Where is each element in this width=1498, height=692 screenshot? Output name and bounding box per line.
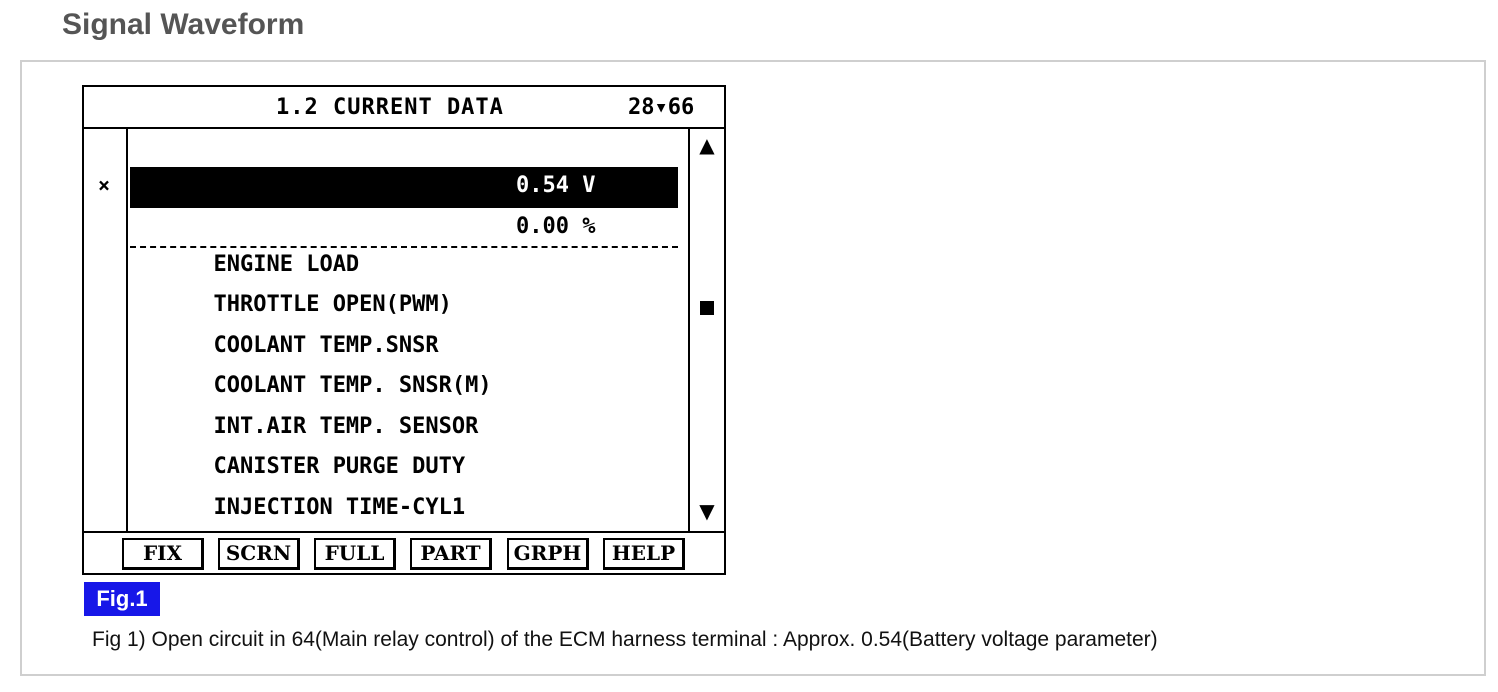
list-item-coolant-temp-snsr-m[interactable] [130,329,678,398]
softkey-bar [84,531,724,573]
item-value: 0.54 V [516,173,596,198]
help-button[interactable]: HELP [603,538,685,570]
list-item-throttle-open[interactable] [130,248,678,317]
scroll-up-arrow-icon[interactable]: ▲ [699,133,715,157]
fix-button[interactable]: FIX [122,538,204,570]
data-list [130,167,678,520]
scroll-thumb[interactable] [700,301,714,315]
item-label: ENGINE LOAD [213,251,360,277]
item-label: COOLANT TEMP. SNSR(M) [213,373,492,398]
screen-title: 1.2 CURRENT DATA [276,95,504,120]
item-label: COOLANT TEMP.SNSR [213,332,439,358]
item-label: CANISTER PURGE DUTY [213,454,466,479]
item-label: THROTTLE OPEN(PWM) [213,292,452,317]
list-item-injection-time-cyl1[interactable] [130,451,678,520]
list-item-canister-purge-duty[interactable] [130,410,678,479]
figure-label: Fig.1 [84,582,160,616]
part-button[interactable]: PART [410,538,492,570]
item-label: INJECTION TIME-CYL1 [213,494,466,520]
full-button[interactable]: FULL [314,538,396,570]
item-label: BATTERY VOLTAGE [213,211,413,236]
scrollbar[interactable] [688,129,724,531]
list-item-int-air-temp-sensor[interactable] [130,370,678,439]
scrn-button[interactable]: SCRN [218,538,300,570]
fix-marker-icon: × [98,173,111,197]
section-title: Signal Waveform [62,8,305,41]
scan-tool-screen [82,85,726,575]
item-label: INT.AIR TEMP. SENSOR [213,413,479,439]
scroll-down-arrow-icon[interactable]: ▼ [699,499,715,523]
figure-caption: Fig 1) Open circuit in 64(Main relay control) of the ECM harness terminal : Approx. 0.54(Battery voltage parameter) [92,628,1158,651]
list-item-engine-load[interactable] [130,208,678,277]
selection-column [84,129,128,531]
screen-header [84,87,724,129]
item-counter: 28▾66 [628,95,695,120]
grph-button[interactable]: GRPH [507,538,589,570]
item-value: 0.00 % [516,213,596,239]
list-item-coolant-temp-snsr[interactable] [130,289,678,358]
